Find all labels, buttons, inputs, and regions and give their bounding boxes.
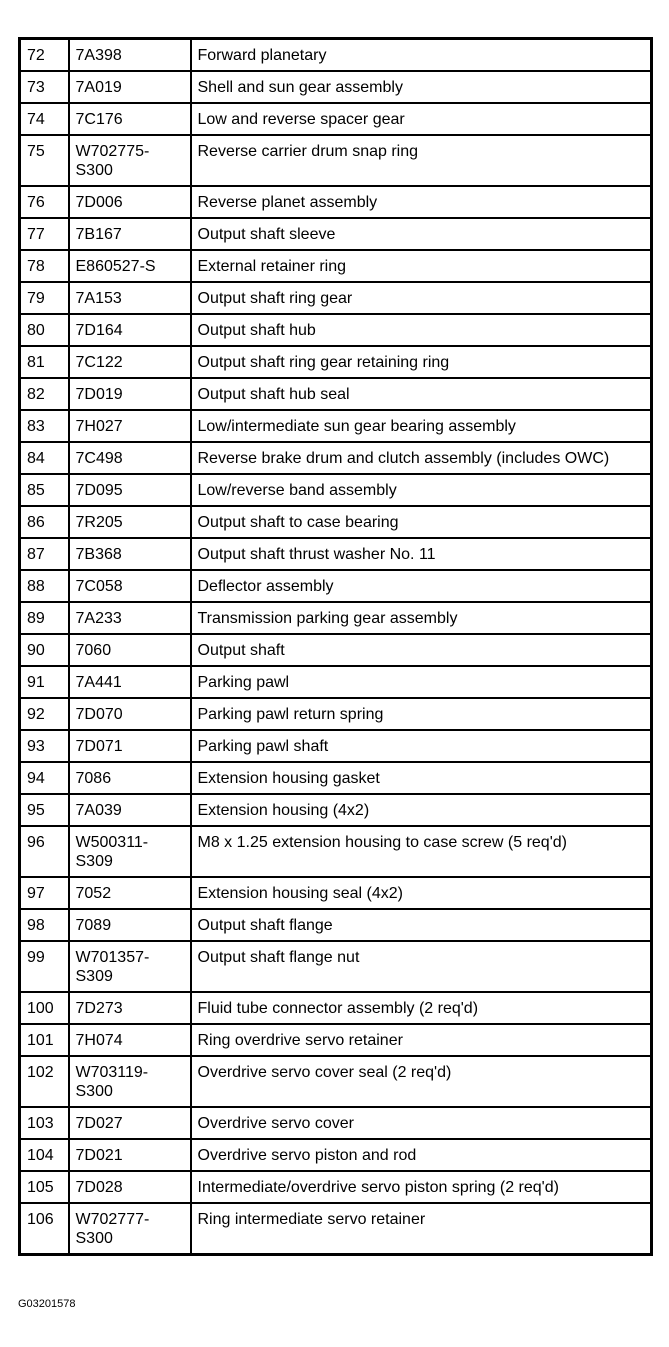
table-row (20, 909, 652, 941)
item-number: 82 (20, 378, 69, 410)
item-number: 103 (20, 1107, 69, 1139)
table-row (20, 39, 652, 72)
part-description: Overdrive servo cover seal (2 req'd) (191, 1056, 652, 1107)
part-number: 7A039 (69, 794, 191, 826)
item-number: 92 (20, 698, 69, 730)
table-row (20, 666, 652, 698)
part-number: 7D028 (69, 1171, 191, 1203)
part-number: W500311- S309 (69, 826, 191, 877)
item-number: 98 (20, 909, 69, 941)
table-row (20, 103, 652, 135)
part-number: 7R205 (69, 506, 191, 538)
part-number: 7D027 (69, 1107, 191, 1139)
item-number: 75 (20, 135, 69, 186)
item-number: 99 (20, 941, 69, 992)
part-number: 7B368 (69, 538, 191, 570)
part-number: 7D273 (69, 992, 191, 1024)
part-number: W702775- S300 (69, 135, 191, 186)
table-row (20, 730, 652, 762)
part-number: W701357- S309 (69, 941, 191, 992)
parts-table (18, 37, 653, 1256)
table-row (20, 378, 652, 410)
part-number: 7D070 (69, 698, 191, 730)
table-row (20, 698, 652, 730)
item-number: 104 (20, 1139, 69, 1171)
item-number: 87 (20, 538, 69, 570)
part-description: Shell and sun gear assembly (191, 71, 652, 103)
item-number: 97 (20, 877, 69, 909)
table-row (20, 474, 652, 506)
table-row (20, 762, 652, 794)
part-description: Parking pawl return spring (191, 698, 652, 730)
item-number: 83 (20, 410, 69, 442)
part-number: 7C122 (69, 346, 191, 378)
item-number: 79 (20, 282, 69, 314)
table-row (20, 602, 652, 634)
table-row (20, 941, 652, 992)
item-number: 94 (20, 762, 69, 794)
part-description: Output shaft to case bearing (191, 506, 652, 538)
item-number: 96 (20, 826, 69, 877)
table-row (20, 314, 652, 346)
part-number: 7D021 (69, 1139, 191, 1171)
part-number: 7A441 (69, 666, 191, 698)
item-number: 89 (20, 602, 69, 634)
part-number: 7060 (69, 634, 191, 666)
part-description: Output shaft (191, 634, 652, 666)
part-description: Deflector assembly (191, 570, 652, 602)
part-description: Output shaft hub (191, 314, 652, 346)
part-number: 7089 (69, 909, 191, 941)
part-description: Fluid tube connector assembly (2 req'd) (191, 992, 652, 1024)
table-row (20, 346, 652, 378)
item-number: 74 (20, 103, 69, 135)
part-number: 7C058 (69, 570, 191, 602)
part-description: Parking pawl shaft (191, 730, 652, 762)
part-description: Output shaft flange nut (191, 941, 652, 992)
table-row (20, 71, 652, 103)
item-number: 106 (20, 1203, 69, 1255)
part-description: External retainer ring (191, 250, 652, 282)
part-description: M8 x 1.25 extension housing to case screw (5 req'd) (191, 826, 652, 877)
parts-table-container (18, 37, 650, 1256)
item-number: 93 (20, 730, 69, 762)
part-description: Extension housing (4x2) (191, 794, 652, 826)
part-description: Low/intermediate sun gear bearing assembly (191, 410, 652, 442)
part-number: 7D071 (69, 730, 191, 762)
item-number: 85 (20, 474, 69, 506)
part-description: Parking pawl (191, 666, 652, 698)
part-description: Output shaft ring gear retaining ring (191, 346, 652, 378)
part-number: 7A019 (69, 71, 191, 103)
item-number: 72 (20, 39, 69, 72)
item-number: 84 (20, 442, 69, 474)
table-row (20, 570, 652, 602)
part-description: Output shaft ring gear (191, 282, 652, 314)
part-description: Reverse brake drum and clutch assembly (includes OWC) (191, 442, 652, 474)
part-description: Low/reverse band assembly (191, 474, 652, 506)
part-description: Output shaft flange (191, 909, 652, 941)
table-row (20, 442, 652, 474)
item-number: 76 (20, 186, 69, 218)
part-description: Forward planetary (191, 39, 652, 72)
part-number: 7A233 (69, 602, 191, 634)
table-row (20, 826, 652, 877)
item-number: 101 (20, 1024, 69, 1056)
part-description: Extension housing seal (4x2) (191, 877, 652, 909)
part-description: Overdrive servo piston and rod (191, 1139, 652, 1171)
part-description: Output shaft hub seal (191, 378, 652, 410)
table-row (20, 218, 652, 250)
item-number: 77 (20, 218, 69, 250)
part-number: 7086 (69, 762, 191, 794)
table-row (20, 1139, 652, 1171)
part-number: 7A398 (69, 39, 191, 72)
part-description: Intermediate/overdrive servo piston spring (2 req'd) (191, 1171, 652, 1203)
table-row (20, 1024, 652, 1056)
part-number: 7H074 (69, 1024, 191, 1056)
table-row (20, 992, 652, 1024)
table-row (20, 135, 652, 186)
figure-reference: G03201578 (18, 1298, 76, 1310)
item-number: 100 (20, 992, 69, 1024)
part-description: Transmission parking gear assembly (191, 602, 652, 634)
table-row (20, 506, 652, 538)
table-row (20, 1056, 652, 1107)
parts-table-body (20, 39, 652, 1255)
item-number: 73 (20, 71, 69, 103)
item-number: 91 (20, 666, 69, 698)
part-number: W703119- S300 (69, 1056, 191, 1107)
part-description: Overdrive servo cover (191, 1107, 652, 1139)
item-number: 81 (20, 346, 69, 378)
item-number: 88 (20, 570, 69, 602)
table-row (20, 250, 652, 282)
table-row (20, 1203, 652, 1255)
table-row (20, 794, 652, 826)
table-row (20, 538, 652, 570)
part-number: 7D019 (69, 378, 191, 410)
table-row (20, 410, 652, 442)
part-number: E860527-S (69, 250, 191, 282)
part-description: Reverse carrier drum snap ring (191, 135, 652, 186)
part-number: 7B167 (69, 218, 191, 250)
table-row (20, 186, 652, 218)
table-row (20, 282, 652, 314)
part-description: Reverse planet assembly (191, 186, 652, 218)
part-number: 7C498 (69, 442, 191, 474)
part-number: 7D095 (69, 474, 191, 506)
part-description: Output shaft sleeve (191, 218, 652, 250)
item-number: 102 (20, 1056, 69, 1107)
table-row (20, 634, 652, 666)
part-number: 7C176 (69, 103, 191, 135)
item-number: 105 (20, 1171, 69, 1203)
table-row (20, 877, 652, 909)
part-description: Low and reverse spacer gear (191, 103, 652, 135)
part-description: Extension housing gasket (191, 762, 652, 794)
part-description: Ring intermediate servo retainer (191, 1203, 652, 1255)
item-number: 86 (20, 506, 69, 538)
part-number: 7D006 (69, 186, 191, 218)
table-row (20, 1107, 652, 1139)
item-number: 90 (20, 634, 69, 666)
part-description: Ring overdrive servo retainer (191, 1024, 652, 1056)
part-number: 7A153 (69, 282, 191, 314)
part-number: W702777- S300 (69, 1203, 191, 1255)
part-number: 7052 (69, 877, 191, 909)
table-row (20, 1171, 652, 1203)
part-description: Output shaft thrust washer No. 11 (191, 538, 652, 570)
item-number: 80 (20, 314, 69, 346)
part-number: 7H027 (69, 410, 191, 442)
part-number: 7D164 (69, 314, 191, 346)
item-number: 78 (20, 250, 69, 282)
item-number: 95 (20, 794, 69, 826)
